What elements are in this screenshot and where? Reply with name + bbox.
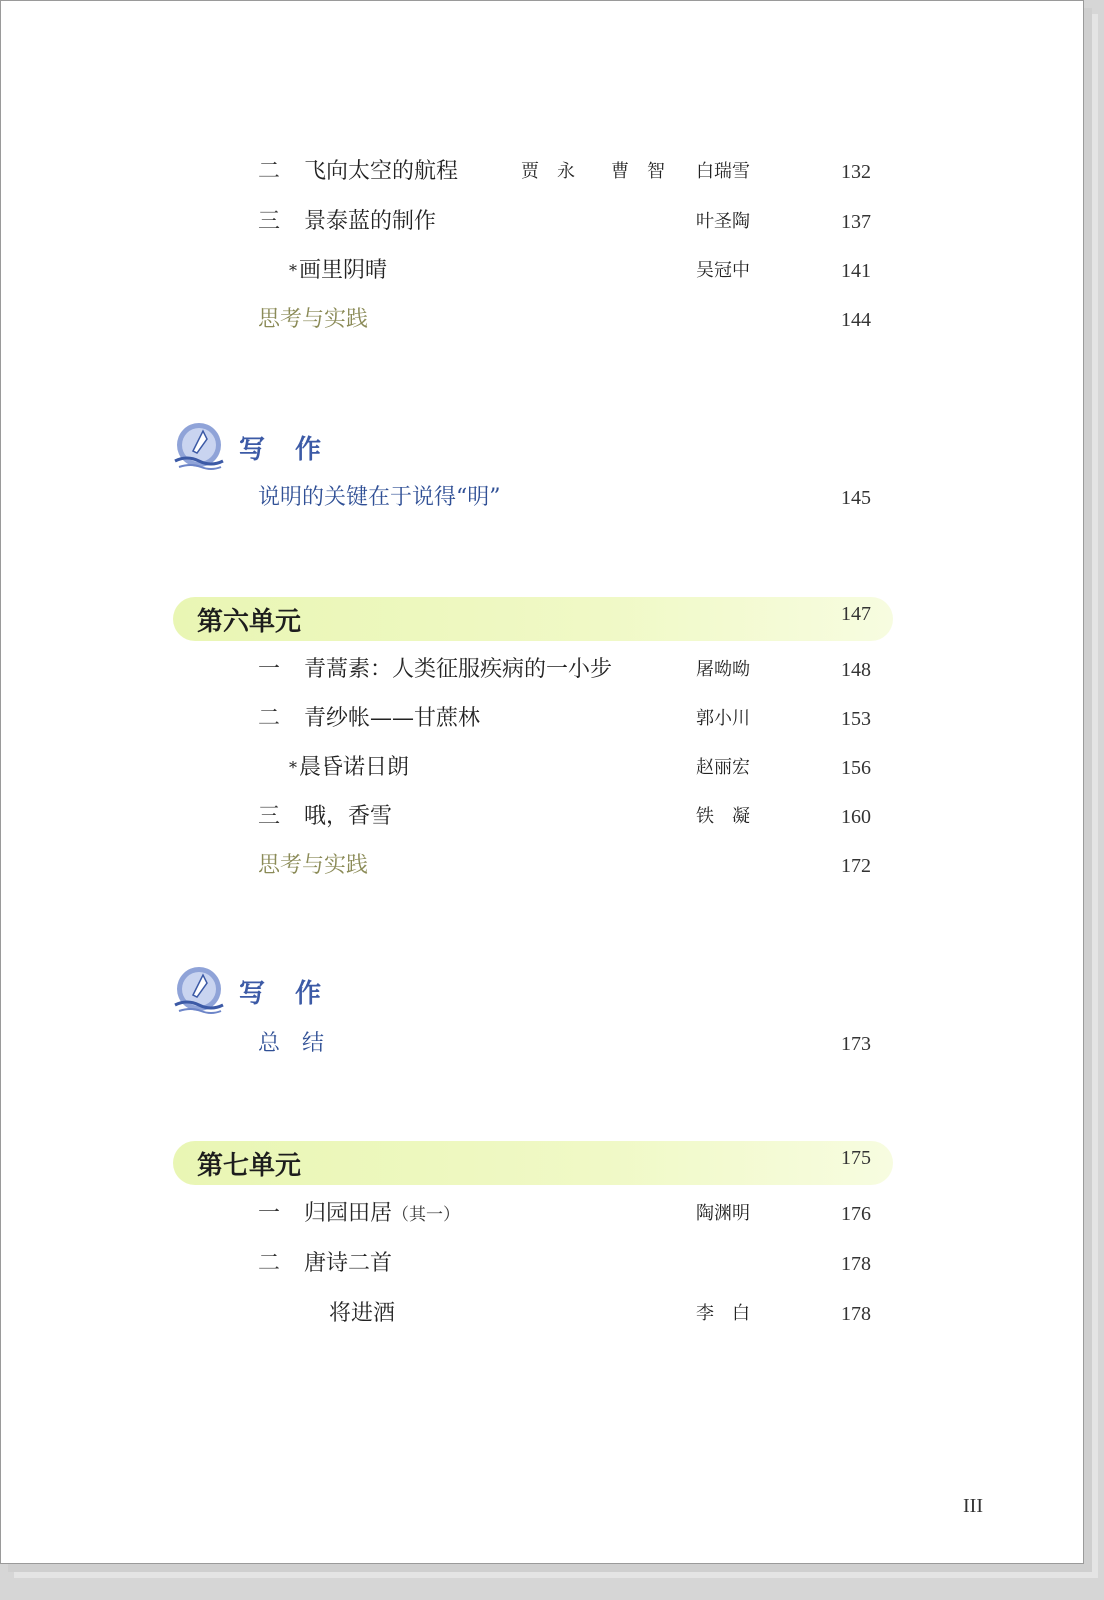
entry-number: 二: [258, 706, 281, 731]
entry-page: 137: [841, 211, 871, 233]
toc-entry[interactable]: [1, 1297, 1001, 1331]
entry-title: 归园田居: [304, 1201, 393, 1226]
toc-entry[interactable]: [1, 653, 1001, 687]
unit-title: 第六单元: [197, 607, 302, 637]
entry-coauthors: 贾 永 曹 智: [521, 161, 665, 182]
entry-page: 172: [841, 855, 871, 877]
toc-entry[interactable]: [1, 1197, 1001, 1231]
entry-page: 148: [841, 659, 871, 681]
entry-author: 叶圣陶: [696, 211, 750, 232]
writing-label: 写作: [239, 435, 352, 465]
writing-label: 写作: [239, 979, 352, 1009]
entry-title: 说明的关键在于说得“明”: [258, 485, 501, 510]
practice-label: 思考与实践: [258, 853, 369, 878]
entry-title: 青纱帐——甘蔗林: [304, 706, 481, 731]
optional-star: *: [289, 261, 297, 280]
entry-title: 飞向太空的航程: [304, 159, 459, 184]
entry-number: 三: [258, 804, 281, 829]
unit-header[interactable]: [173, 1141, 893, 1185]
optional-star: *: [289, 758, 297, 777]
entry-title: 唐诗二首: [304, 1251, 393, 1276]
entry-title: 哦，香雪: [304, 804, 393, 829]
toc-entry[interactable]: [1, 254, 1001, 288]
unit-page: 175: [841, 1147, 871, 1169]
entry-title: 将进酒: [329, 1301, 396, 1326]
entry-page: 160: [841, 806, 871, 828]
entry-author: 铁 凝: [696, 806, 750, 827]
entry-author: 赵丽宏: [696, 757, 750, 778]
toc-entry[interactable]: [1, 481, 1001, 515]
entry-title: 总 结: [258, 1031, 325, 1056]
entry-title: 晨昏诺日朗: [299, 755, 410, 780]
toc-entry[interactable]: [1, 1247, 1001, 1281]
entry-title: 青蒿素：人类征服疾病的一小步: [304, 657, 613, 682]
entry-title: 景泰蓝的制作: [304, 209, 437, 234]
entry-author: 屠呦呦: [696, 659, 750, 680]
toc-entry[interactable]: [1, 155, 1001, 189]
toc-entry-practice[interactable]: [1, 849, 1001, 883]
entry-page: 156: [841, 757, 871, 779]
entry-title-wrap: [304, 1197, 460, 1232]
unit-header[interactable]: [173, 597, 893, 641]
entry-number: 二: [258, 1251, 281, 1276]
writing-header: [173, 421, 893, 473]
entry-page: 141: [841, 260, 871, 282]
toc-entry[interactable]: [1, 800, 1001, 834]
entry-number: 三: [258, 209, 281, 234]
entry-number: 一: [258, 1201, 281, 1226]
entry-page: 173: [841, 1033, 871, 1055]
toc-entry[interactable]: [1, 702, 1001, 736]
unit-page: 147: [841, 603, 871, 625]
unit-title: 第七单元: [197, 1151, 302, 1181]
toc-entry[interactable]: [1, 751, 1001, 785]
entry-author: 白瑞雪: [696, 161, 750, 182]
entry-page: 132: [841, 161, 871, 183]
entry-page: 176: [841, 1203, 871, 1225]
toc-entry-practice[interactable]: [1, 303, 1001, 337]
page-number: III: [963, 1495, 983, 1517]
toc-entry[interactable]: [1, 1027, 1001, 1061]
entry-page: 144: [841, 309, 871, 331]
entry-author: 郭小川: [696, 708, 750, 729]
pen-nib-icon: [173, 965, 225, 1017]
entry-number: 一: [258, 657, 281, 682]
entry-title-wrap: [289, 254, 387, 288]
pen-nib-icon: [173, 421, 225, 473]
entry-page: 178: [841, 1253, 871, 1275]
toc-entry[interactable]: [1, 205, 1001, 239]
entry-author: 李 白: [696, 1303, 750, 1324]
writing-header: [173, 965, 893, 1017]
entry-author: 陶渊明: [696, 1203, 750, 1224]
entry-page: 145: [841, 487, 871, 509]
entry-page: 178: [841, 1303, 871, 1325]
entry-author: 吴冠中: [696, 260, 750, 281]
entry-title: 画里阴晴: [299, 258, 388, 283]
entry-title-paren: （其一）: [392, 1205, 461, 1225]
entry-title-wrap: [289, 751, 409, 785]
entry-page: 153: [841, 708, 871, 730]
practice-label: 思考与实践: [258, 307, 369, 332]
entry-number: 二: [258, 159, 281, 184]
